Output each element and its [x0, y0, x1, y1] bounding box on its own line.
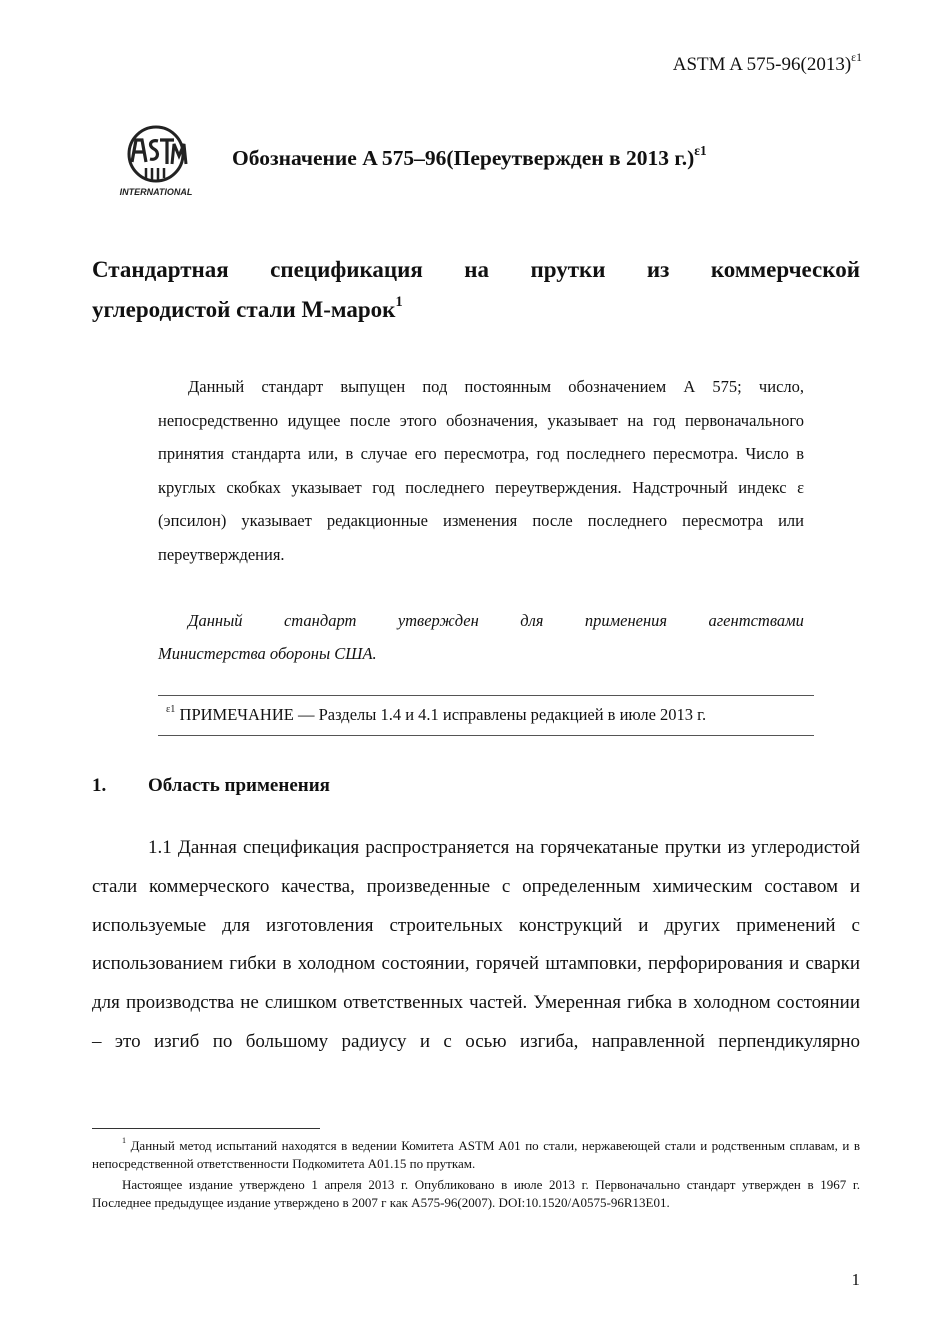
astm-logo — [112, 124, 200, 200]
section-heading — [92, 775, 330, 797]
footnote-1-text: Данный метод испытаний находятся в ведении Комитета ASTM A01 по стали, нержавеющей стали и родственным сплавам, и в непосредственной ответственности Подкомитета A01.15 по пруткам. — [92, 1138, 860, 1171]
footnote-edition: Настоящее издание утверждено 1 апреля 2013 г. Опубликовано в июле 2013 г. Первоначально стандарт утвержден в 1967 г. Последнее предыдущее издание утверждено в 2007 г как A575-96(2007). DOI:10.1520/A0575-96R13E01. — [92, 1177, 860, 1210]
dod-word: для — [520, 611, 544, 630]
designation-superscript: ε1 — [694, 142, 707, 158]
title-word: из — [646, 257, 670, 282]
footnote-divider — [92, 1128, 320, 1129]
title-word: спецификация — [270, 257, 423, 282]
svg-text:INTERNATIONAL: INTERNATIONAL — [119, 187, 193, 197]
editorial-note — [166, 705, 706, 725]
dod-word: Данный — [188, 611, 243, 630]
note-superscript: ε1 — [166, 703, 176, 715]
section-number: 1. — [92, 775, 107, 796]
note-bottom-divider — [158, 735, 814, 736]
footnote-1 — [92, 1137, 860, 1173]
note-text: ПРИМЕЧАНИЕ — Разделы 1.4 и 4.1 исправлены редакцией в июле 2013 г. — [175, 705, 707, 724]
dod-line-2: Министерства обороны США. — [158, 644, 377, 663]
title-word: Стандартная — [92, 257, 229, 282]
astm-logo-icon — [112, 124, 200, 200]
designation-text: Обозначение A 575–96(Переутвержден в 2013 г.) — [232, 146, 695, 170]
title-line-2 — [92, 290, 860, 330]
dod-line-1 — [158, 604, 804, 637]
document-code-text: ASTM A 575-96(2013) — [672, 54, 852, 75]
dod-word: стандарт — [283, 611, 357, 630]
dod-word: агентствами — [708, 611, 804, 630]
section-title: Область применения — [148, 775, 330, 796]
note-top-divider — [158, 695, 814, 696]
title-line-1 — [92, 250, 860, 290]
dod-word: утвержден — [397, 611, 479, 630]
title-word: прутки — [530, 257, 606, 282]
title-word: на — [464, 257, 490, 282]
section-1-1-paragraph: 1.1 Данная спецификация распространяется на горячекатаные прутки из углеродистой стали коммерческого качества, произведенные с определенным химическим составом и используемые для изготовления строительных конструкций и других применений с использованием гибки в холодном состоянии, горячей штамповки, перфорирования и сварки для производства не слишком ответственных частей. Умеренная гибка в холодном состоянии – это изгиб по большому радиусу и с осью изгиба, направленной перпендикулярно — [92, 837, 860, 1052]
document-code — [672, 50, 862, 76]
title-word: коммерческой — [710, 257, 860, 282]
title-footnote-mark: 1 — [395, 294, 403, 311]
document-code-superscript: ε1 — [851, 50, 862, 64]
standard-title — [92, 250, 860, 330]
page-number: 1 — [851, 1270, 860, 1289]
intro-paragraph: Данный стандарт выпущен под постоянным обозначением А 575; число, непосредственно идущее после этого обозначения, указывает на год первоначального принятия стандарта или, в случае его пересмотра, год последнего пересмотра. Число в круглых скобках указывает год последнего переутверждения. Надстрочный индекс ε (эпсилон) указывает редакционные изменения после последнего пересмотра или переутверждения. — [158, 377, 804, 564]
dod-approval-note — [158, 604, 804, 670]
designation-heading — [232, 142, 707, 171]
footnote-mark: 1 — [122, 1136, 127, 1146]
dod-word: применения — [584, 611, 668, 630]
title-line-2-text: углеродистой стали М-марок — [92, 297, 396, 322]
